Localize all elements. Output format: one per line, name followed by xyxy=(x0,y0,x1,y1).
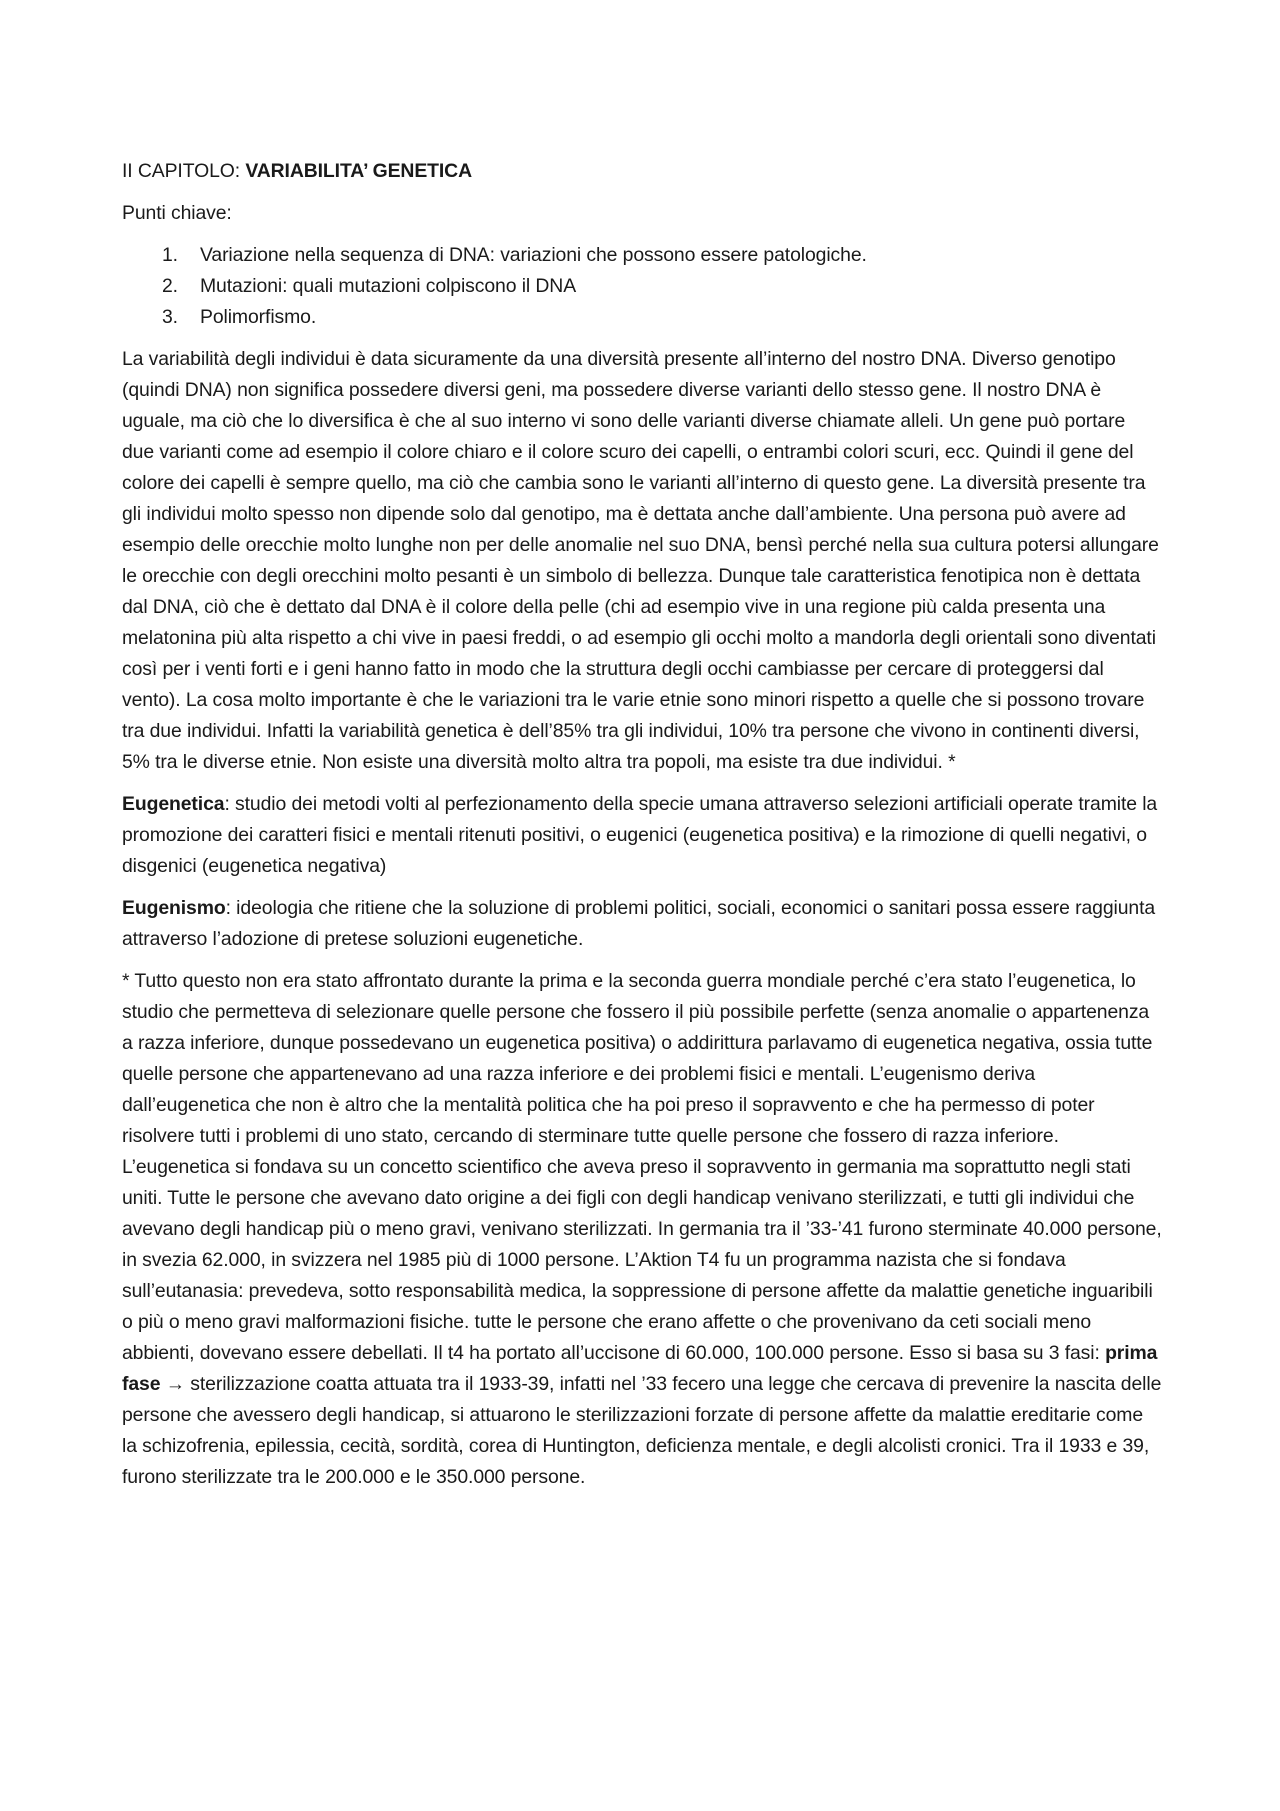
definition-text: : studio dei metodi volti al perfezionamento della specie umana attraverso selezioni artificiali operate tramite la promozione dei caratteri fisici e mentali ritenuti positivi, o eugenici (eugenetica positiva) e la rimozione di quelli negativi, o disgenici (eugenetica negativa) xyxy=(122,793,1158,877)
list-item-number: 3. xyxy=(162,306,178,328)
list-item xyxy=(122,271,1162,302)
list-item xyxy=(122,240,1162,271)
footnote-paragraph xyxy=(122,966,1162,1493)
definition-text: : ideologia che ritiene che la soluzione di problemi politici, sociali, economici o sanitari possa essere raggiunta attraverso l’adozione di pretese soluzioni eugenetiche. xyxy=(122,897,1156,950)
key-points-heading: Punti chiave: xyxy=(122,202,232,224)
list-item-text: Mutazioni: quali mutazioni colpiscono il DNA xyxy=(200,275,577,297)
chapter-prefix: II CAPITOLO: xyxy=(122,160,246,182)
list-item xyxy=(122,302,1162,333)
definition-eugenismo xyxy=(122,893,1162,955)
list-item-text: Variazione nella sequenza di DNA: variazioni che possono essere patologiche. xyxy=(200,244,867,266)
footnote-text-after: sterilizzazione coatta attuata tra il 1933-39, infatti nel ’33 fecero una legge che cercava di prevenire la nascita delle persone che avessero degli handicap, si attuarono le sterilizzazioni forzate di persone affette da malattie ereditarie come la schizofrenia, epilessia, cecità, sordità, corea di Huntington, deficienza mentale, e degli alcolisti cronici. Tra il 1933 e 39, furono sterilizzate tra le 200.000 e le 350.000 persone. xyxy=(122,1373,1162,1488)
document-page xyxy=(122,156,1162,1504)
list-item-number: 2. xyxy=(162,275,178,297)
list-item-number: 1. xyxy=(162,244,178,266)
list-item-text: Polimorfismo. xyxy=(200,306,317,328)
paragraph-variability: La variabilità degli individui è data sicuramente da una diversità presente all’interno del nostro DNA. Diverso genotipo (quindi DNA) non significa possedere diversi geni, ma possedere diverse varianti dello stesso gene. Il nostro DNA è uguale, ma ciò che lo diversifica è che al suo interno vi sono delle varianti diverse chiamate alleli. Un gene può portare due varianti come ad esempio il colore chiaro e il colore scuro dei capelli, o entrambi colori scuri, ecc. Quindi il gene del colore dei capelli è sempre quello, ma ciò che cambia sono le varianti all’interno di questo gene. La diversità presente tra gli individui molto spesso non dipende solo dal genotipo, ma è dettata anche dall’ambiente. Una persona può avere ad esempio delle orecchie molto lunghe non per delle anomalie nel suo DNA, bensì perché nella sua cultura potersi allungare le orecchie con degli orecchini molto pesanti è un simbolo di bellezza. Dunque tale caratteristica fenotipica non è dettata dal DNA, ciò che è dettato dal DNA è il colore della pelle (chi ad esempio vive in una regione più calda presenta una melatonina più alta rispetto a chi vive in paesi freddi, o ad esempio gli occhi molto a mandorla degli orientali sono diventati così per i venti forti e i geni hanno fatto in modo che la struttura degli occhi cambiasse per cercare di proteggersi dal vento). La cosa molto importante è che le variazioni tra le varie etnie sono minori rispetto a quelle che si possono trovare tra due individui. Infatti la variabilità genetica è dell’85% tra gli individui, 10% tra persone che vivono in continenti diversi, 5% tra le diverse etnie. Non esiste una diversità molto altra tra popoli, ma esiste tra due individui. * xyxy=(122,348,1159,773)
chapter-title xyxy=(122,156,1162,187)
phase-label: prima fase xyxy=(122,1342,1158,1395)
footnote-text-before: * Tutto questo non era stato affrontato durante la prima e la seconda guerra mondiale perché c’era stato l’eugenetica, lo studio che permetteva di selezionare quelle persone che fossero il più possibile perfette (senza anomalie o appartenenza a razza inferiore, dunque possedevano un eugenetica positiva) o addirittura parlavamo di eugenetica negativa, ossia tutte quelle persone che appartenevano ad una razza inferiore e dei problemi fisici e mentali. L’eugenismo deriva dall’eugenetica che non è altro che la mentalità politica che ha poi preso il sopravvento e che ha permesso di poter risolvere tutti i problemi di uno stato, cercando di sterminare tutte quelle persone che fossero di razza inferiore. L’eugenetica si fondava su un concetto scientifico che aveva preso il sopravvento in germania ma soprattutto negli stati uniti. Tutte le persone che avevano dato origine a dei figli con degli handicap venivano sterilizzati, e tutti gli individui che avevano degli handicap più o meno gravi, venivano sterilizzati. In germania tra il ’33-’41 furono sterminate 40.000 persone, in svezia 62.000, in svizzera nel 1985 più di 1000 persone. L’Aktion T4 fu un programma nazista che si fondava sull’eutanasia: prevedeva, sotto responsabilità medica, la soppressione di persone affette da malattie genetiche inguaribili o più o meno gravi malformazioni fisiche. tutte le persone che erano affette o che provenivano da ceti sociali meno abbienti, dovevano essere debellati. Il t4 ha portato all’uccisone di 60.000, 100.000 persone. Esso si basa su 3 fasi: xyxy=(122,970,1162,1364)
chapter-name: VARIABILITA’ GENETICA xyxy=(245,160,472,182)
definition-eugenetica xyxy=(122,789,1162,882)
key-points-list xyxy=(122,240,1162,333)
arrow-right-icon: → xyxy=(165,1373,186,1395)
definition-term: Eugenetica xyxy=(122,793,225,815)
definition-term: Eugenismo xyxy=(122,897,226,919)
